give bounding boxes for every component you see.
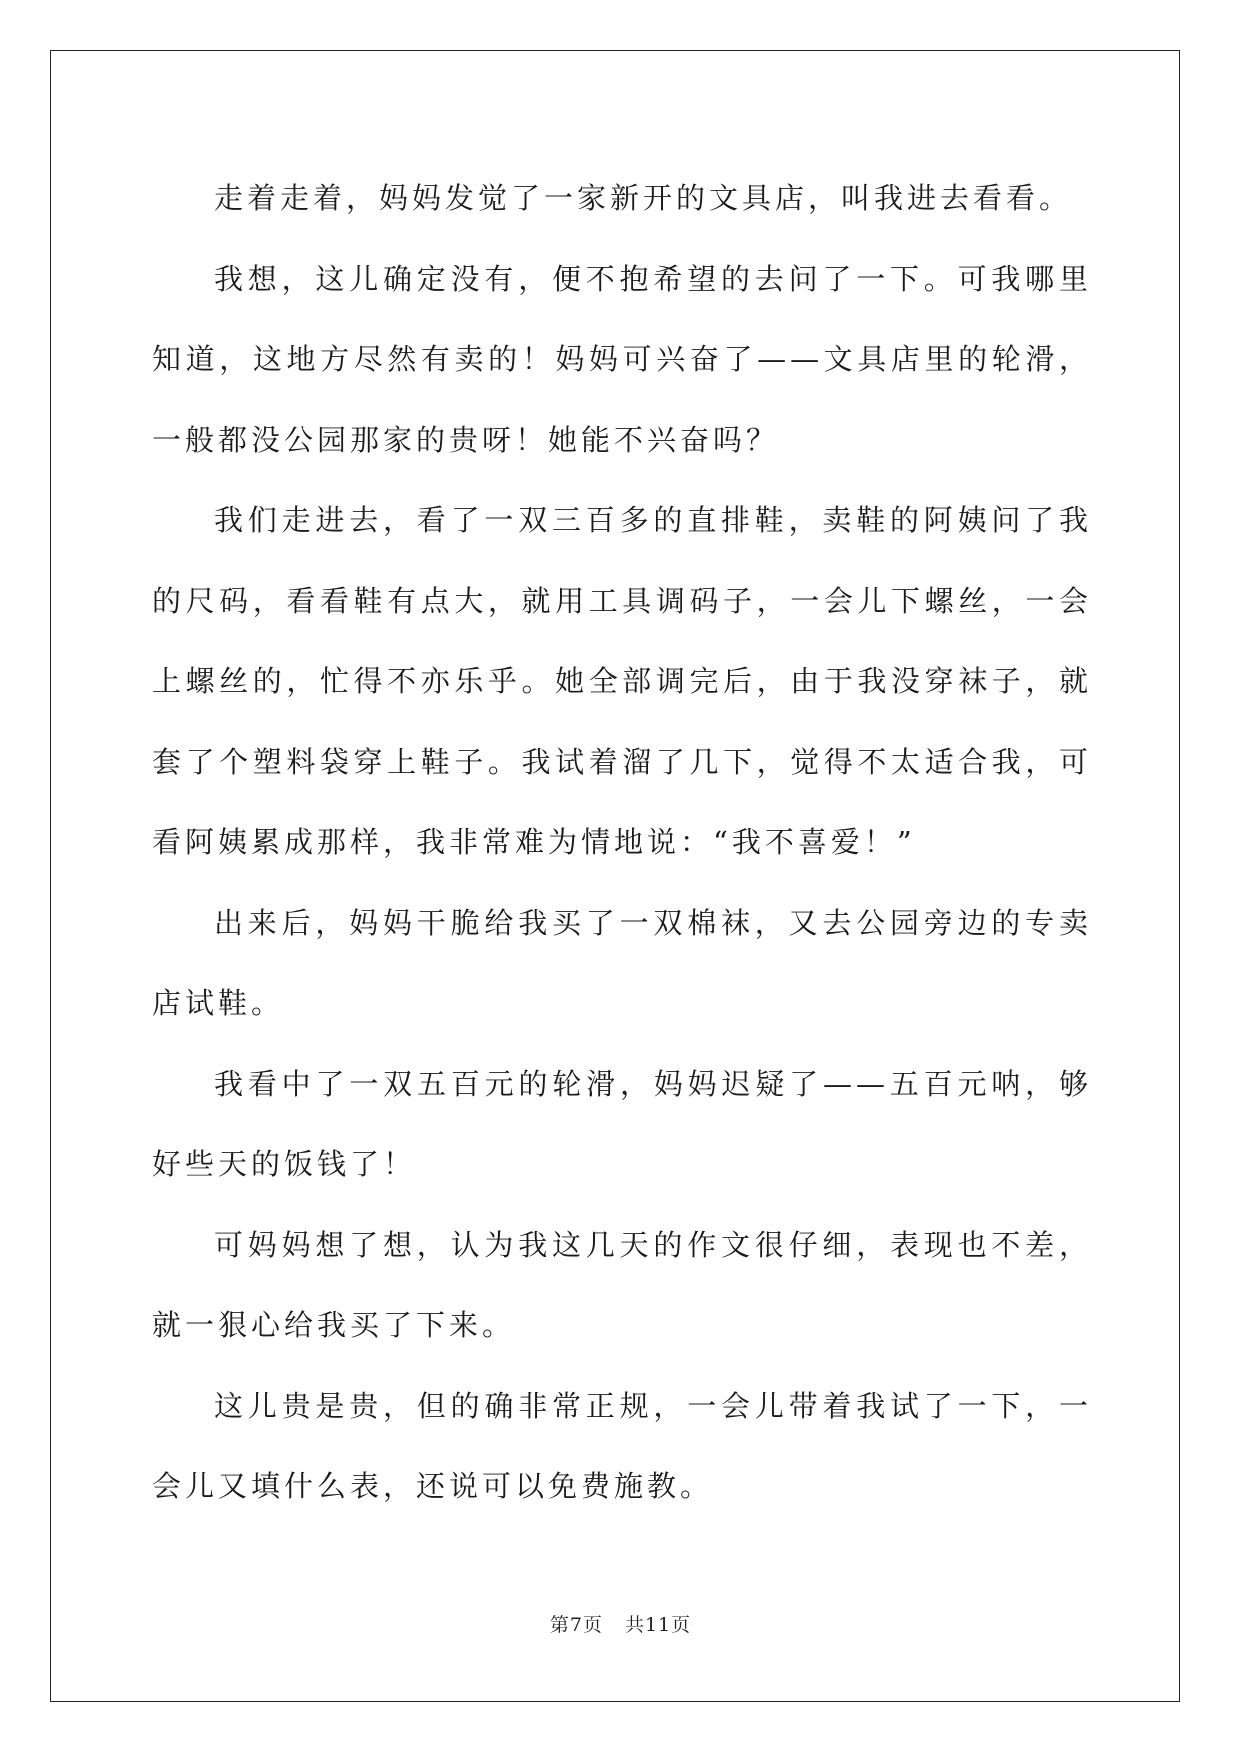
page-footer bbox=[0, 1610, 1241, 1637]
page-number-total: 共11页 bbox=[624, 1614, 692, 1636]
paragraph-5: 我看中了一双五百元的轮滑，妈妈迟疑了——五百元呐，够好些天的饭钱了！ bbox=[152, 1066, 1092, 1181]
page-number-current: 第7页 bbox=[549, 1614, 603, 1636]
paragraph-1: 走着走着，妈妈发觉了一家新开的文具店，叫我进去看看。 bbox=[214, 181, 1073, 215]
paragraph-3: 我们走进去，看了一双三百多的直排鞋，卖鞋的阿姨问了我的尺码，看看鞋有点大，就用工具调码子，一会儿下螺丝，一会上螺丝的，忙得不亦乐乎。她全部调完后，由于我没穿袜子，就套了个塑料袋穿上鞋子。我试着溜了几下，觉得不太适合我，可看阿姨累成那样，我非常难为情地说：“我不喜爱！” bbox=[152, 503, 1092, 859]
paragraph-2: 我想，这儿确定没有，便不抱希望的去问了一下。可我哪里知道，这地方尽然有卖的！妈妈可兴奋了——文具店里的轮滑，一般都没公园那家的贵呀！她能不兴奋吗？ bbox=[152, 261, 1092, 457]
paragraph-4: 出来后，妈妈干脆给我买了一双棉袜，又去公园旁边的专卖店试鞋。 bbox=[152, 905, 1092, 1020]
document-body bbox=[152, 158, 1092, 1527]
paragraph-7: 这儿贵是贵，但的确非常正规，一会儿带着我试了一下，一会儿又填什么表，还说可以免费施教。 bbox=[152, 1388, 1092, 1503]
paragraph-6: 可妈妈想了想，认为我这几天的作文很仔细，表现也不差，就一狠心给我买了下来。 bbox=[152, 1227, 1092, 1342]
